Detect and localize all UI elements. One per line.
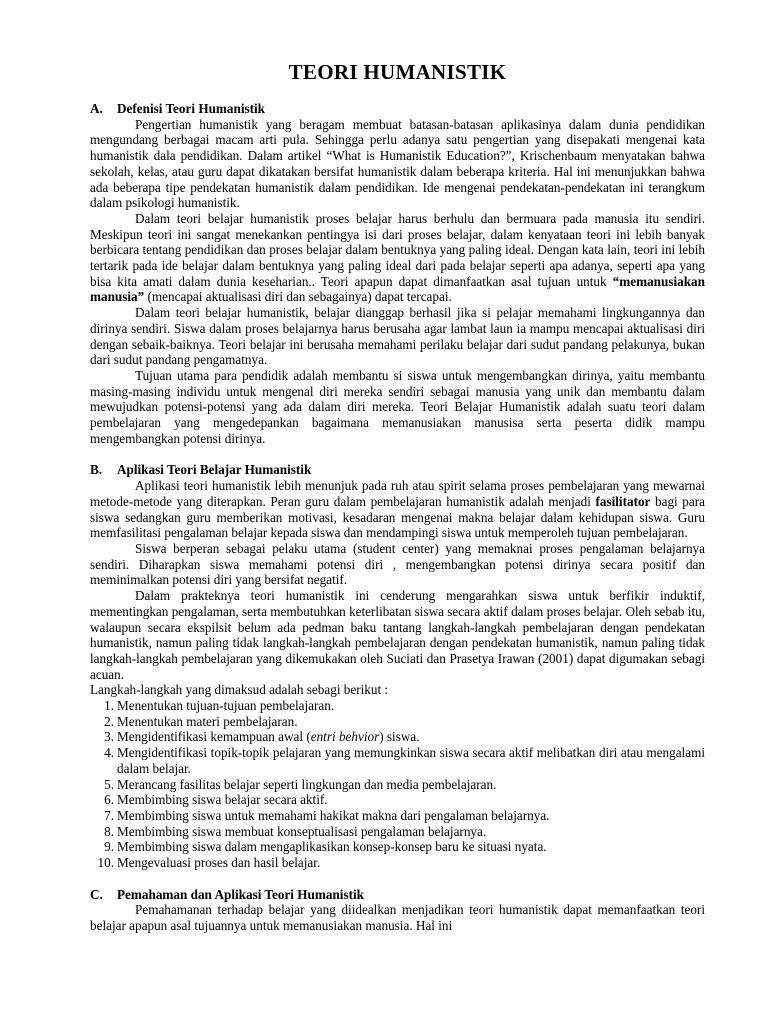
section-a-p2-emphasis: “memanusiakan manusia” bbox=[90, 273, 705, 305]
list-item-number: 4. bbox=[104, 745, 114, 761]
list-item-text: Mengevaluasi proses dan hasil belajar. bbox=[117, 855, 321, 871]
section-b-paragraph-4: Langkah-langkah yang dimaksud adalah sebagi berikut : bbox=[90, 682, 389, 698]
list-item-number: 3. bbox=[104, 729, 114, 745]
section-a-paragraph-1: Pengertian humanistik yang beragam membuat batasan-batasan aplikasinya dalam dunia pendidikan mengundang berbagai macam arti pula. Sehingga perlu adanya satu pengertian yang disepakati mengenai kata humanistik dala pendidikan. Dalam artikel “What is Humanistik Education?”, Krischenbaum menyatakan bahwa sekolah, kelas, atau guru dapat dikatakan bersifat humanistik dalam beberapa kriteria. Hal ini menunjukkan bahwa ada beberapa tipe pendekatan humanistik dalam pendidikan. Ide mengenai pendekatan-pendekatan ini terangkum dalam psikologi humanistik. bbox=[90, 116, 705, 211]
list-item bbox=[90, 808, 705, 824]
list-item-text: Menentukan tujuan-tujuan pembelajaran. bbox=[117, 698, 335, 714]
list-item-text: Membimbing siswa untuk memahami hakikat makna dari pengalaman belajarnya. bbox=[117, 807, 550, 823]
section-c-letter: C. bbox=[90, 886, 103, 902]
section-b-heading bbox=[90, 462, 705, 478]
document-title: TEORI HUMANISTIK bbox=[288, 60, 507, 84]
section-b-p1-text-before: Aplikasi teori humanistik lebih menunjuk pada ruh atau spirit selama proses pembelajaran yang mewarnai metode-metode yang diterapkan. Peran guru dalam pembelajaran humanistik adalah menjadi bbox=[90, 478, 705, 509]
list-item-number: 5. bbox=[104, 776, 114, 792]
section-b-p1-text-after: bagi para siswa sedangkan guru memberikan motivasi, kesadaran mengenai makna belajar dalam kehidupan siswa. Guru memfasilitasi pengalaman belajar kepada siswa dan mendampingi siswa untuk memperoleh tujuan pembelajaran. bbox=[90, 493, 705, 541]
section-c-title: Pemahaman dan Aplikasi Teori Humanistik bbox=[117, 886, 364, 902]
list-item-text: Membimbing siswa belajar secara aktif. bbox=[117, 792, 328, 808]
section-a-paragraph-3: Dalam teori belajar humanistik, belajar dianggap berhasil jika si pelajar memahami lingkungannya dan dirinya sendiri. Siswa dalam proses belajarnya harus berusaha agar lambat laun ia mampu mencapai aktualisasi diri dengan sebaik-baiknya. Teori belajar ini berusaha memahami perilaku belajar dari sudut pandang pelakunya, bukan dari sudut pandang pengamatnya. bbox=[90, 305, 705, 368]
section-a-heading bbox=[90, 101, 705, 117]
list-item-number: 6. bbox=[104, 792, 114, 808]
list-item-number: 1. bbox=[104, 698, 114, 714]
list-item bbox=[90, 839, 705, 855]
list-item bbox=[90, 729, 705, 745]
section-a-title: Defenisi Teori Humanistik bbox=[117, 101, 266, 116]
section-b bbox=[90, 462, 705, 870]
section-c-heading bbox=[90, 887, 705, 903]
list-item-text: Membimbing siswa membuat konseptualisasi pengalaman belajarnya. bbox=[117, 823, 487, 839]
list-item bbox=[90, 698, 705, 714]
list-item-number: 10. bbox=[97, 855, 114, 871]
section-c bbox=[90, 887, 705, 934]
section-b-paragraph-3: Dalam prakteknya teori humanistik ini cenderung mengarahkan siswa untuk berfikir induktif, mementingkan pengalaman, serta membutuhkan keterlibatan siswa secara aktif dalam proses belajar. Oleh sebab itu, walaupun secara ekspilsit belum ada pedman baku tantang langkah-langkah pembelajaran dengan pendekatan humanistik, namun paling tidak langkah-langkah pembelajaran dengan pendekatan humanistik, namun paling tidak langkah-langkah pembelajaran yang dikemukakan oleh Suciati dan Prasetya Irawan (2001) dapat digumakan sebagi acuan. bbox=[90, 588, 705, 682]
section-a bbox=[90, 101, 705, 446]
section-a-p2-text-before: Dalam teori belajar humanistik proses belajar harus berhulu dan bermuara pada manusia itu sendiri. Meskipun teori ini sangat menekankan pentingya isi dari proses belajar, dalam kenyataan teori ini lebih banyak berbicara tentang pendidikan dan proses belajar dalam bentuknya yang paling ideal. Dengan kata lain, teori ini lebih tertarik pada ide belajar dalam bentuknya yang paling ideal dari pada belajar seperti apa adanya, seperti apa yang bisa kita amati dalam dunia keseharian.. Teori apapun dapat dimanfaatkan asal tujuan untuk bbox=[90, 210, 705, 289]
list-item bbox=[90, 855, 705, 871]
list-item-text-before: Mengidentifikasi kemampuan awal ( bbox=[117, 729, 311, 745]
list-item bbox=[90, 745, 705, 776]
section-b-paragraph-2: Siswa berperan sebagai pelaku utama (student center) yang memaknai proses pengalaman belajarnya sendiri. Diharapkan siswa memahami potensi diri , mengembangkan potensi dirinya secara positif dan meminimalkan potensi diri yang bersifat negatif. bbox=[90, 540, 705, 588]
list-item-number: 7. bbox=[104, 807, 114, 823]
list-item-italic-term: entri behvior bbox=[310, 729, 380, 745]
list-item-number: 8. bbox=[104, 823, 114, 839]
section-b-p1-emphasis: fasilitator bbox=[595, 493, 651, 509]
list-item bbox=[90, 714, 705, 730]
list-item-text-after: ) siswa. bbox=[379, 729, 420, 745]
list-item bbox=[90, 824, 705, 840]
steps-list bbox=[90, 698, 705, 871]
list-item-text: Membimbing siswa dalam mengaplikasikan konsep-konsep baru ke situasi nyata. bbox=[117, 839, 547, 855]
list-item-text: Merancang fasilitas belajar seperti lingkungan dan media pembelajaran. bbox=[117, 776, 497, 792]
list-item-text: Menentukan materi pembelajaran. bbox=[117, 713, 298, 729]
list-item bbox=[90, 777, 705, 793]
section-a-paragraph-2 bbox=[90, 211, 705, 305]
list-item-number: 2. bbox=[104, 713, 114, 729]
section-b-title: Aplikasi Teori Belajar Humanistik bbox=[117, 462, 312, 478]
list-item bbox=[90, 792, 705, 808]
section-b-letter: B. bbox=[90, 462, 103, 478]
list-item-number: 9. bbox=[104, 839, 114, 855]
section-a-letter: A. bbox=[90, 101, 103, 116]
section-a-p2-text-after: (mencapai aktualisasi diri dan sebagainya) dapat tercapai. bbox=[144, 289, 452, 305]
section-c-paragraph-1: Pemahamanan terhadap belajar yang diidealkan menjadikan teori humanistik dapat memanfaatkan teori belajar apapun asal tujuannya untuk memanusiakan manusia. Hal ini bbox=[90, 902, 705, 934]
section-b-paragraph-1 bbox=[90, 478, 705, 541]
section-a-paragraph-4: Tujuan utama para pendidik adalah membantu si siswa untuk mengembangkan dirinya, yaitu membantu masing-masing individu untuk mengenal diri mereka sendiri sebagai manusia yang unik dan membantu dalam mewujudkan potensi-potensi yang ada dalam diri mereka. Teori Belajar Humanistik adalah suatu teori dalam pembelajaran yang mengedepankan bagaimana memanusiakan manusisa serta peserta didik mampu mengembangkan potensi dirinya. bbox=[90, 367, 705, 446]
list-item-text: Mengidentifikasi topik-topik pelajaran yang memungkinkan siswa secara aktif melibatkan diri atau mengalami dalam belajar. bbox=[117, 745, 705, 776]
